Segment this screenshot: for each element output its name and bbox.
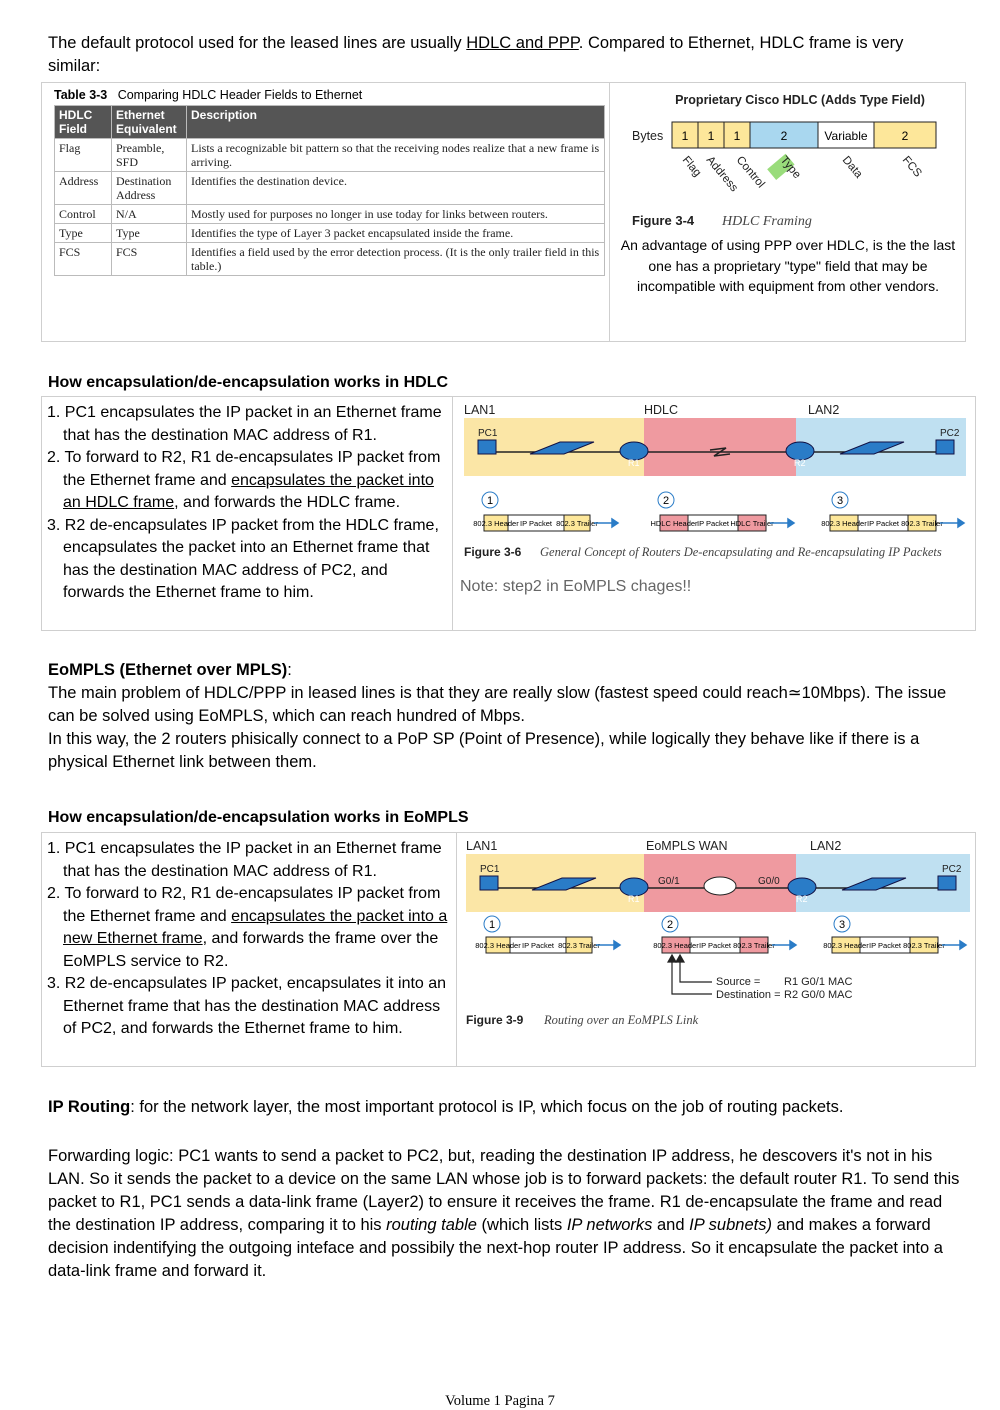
- frames: [473, 515, 943, 531]
- fig36-caption: General Concept of Routers De-encapsulating and Re-encapsulating IP Packets: [540, 545, 942, 559]
- forwarding-logic-paragraph: Forwarding logic: PC1 wants to send a packet to PC2, but, reading the destination IP address, he descovers it's not in his LAN. So it sends the packet to a device on the same LAN whose job is to forward packets: the default router R1. To send this packet to R1, PC1 sends a data-link frame (Layer2) to ensure it receives the frame. R1 de-encapsulate the frame and read the destination IP address, comparing it to his routing table (which lists IP networks and IP subnets) and makes a forward decision indentifying the outgoing inteface and possibily the next-hop router IP address. So it encapsulate the packet into a data-link frame and forward it.: [48, 1147, 960, 1280]
- svg-text:Source =: Source =: [716, 976, 761, 988]
- hdlc-note: Note: step2 in EoMPLS chages!!: [460, 578, 692, 595]
- hdlc-field-boxes: [672, 122, 936, 148]
- ppp-note: An advantage of using PPP over HDLC, is the the last one has a proprietary "type" field that may be incompatible with equipment from other vendors.: [620, 237, 956, 294]
- th-description: Description: [187, 106, 605, 139]
- svg-text:LAN2: LAN2: [810, 839, 842, 853]
- svg-text:3: 3: [836, 495, 844, 507]
- svg-text:PC2: PC2: [942, 864, 962, 875]
- svg-text:IP Packet: IP Packet: [867, 519, 899, 528]
- eompls-step-1: 1. PC1 encapsulates the IP packet in an Ethernet frame that has the destination MAC address of R1.: [47, 840, 442, 880]
- svg-text:R2: R2: [794, 458, 806, 468]
- svg-text:802.3 Trailer: 802.3 Trailer: [733, 941, 775, 950]
- table-row: Flag Preamble, SFD Lists a recognizable bit pattern so that the receiving nodes realize that a new frame is arriving.: [55, 139, 605, 172]
- intro-paragraph: The default protocol used for the leased lines are usually HDLC and PPP. Compared to Ethernet, HDLC frame is very similar:: [48, 34, 904, 75]
- svg-text:802.3 Header: 802.3 Header: [475, 941, 521, 950]
- hdlc-fig-label: Figure 3-4: [632, 213, 695, 228]
- svg-text:2: 2: [780, 129, 788, 143]
- eompls-step-3: 3. R2 de-encapsulates IP packet, encapsulates it into an Ethernet frame that has the destination MAC address of PC2, and forwards the Ethernet frame to him.: [47, 975, 447, 1037]
- label-type: Type: [777, 154, 803, 182]
- svg-text:1: 1: [733, 129, 741, 143]
- hdlc-wan-zone: [644, 418, 796, 476]
- svg-text:HDLC Header: HDLC Header: [650, 519, 698, 528]
- hdlc-fig-title: Proprietary Cisco HDLC (Adds Type Field): [675, 93, 925, 107]
- svg-text:HDLC Trailer: HDLC Trailer: [730, 519, 774, 528]
- table-row: Control N/A Mostly used for purposes no longer in use today for links between routers.: [55, 205, 605, 224]
- mac-pointer-lines: [668, 955, 712, 994]
- th-hdlc-field: HDLC Field: [55, 106, 112, 139]
- label-address: Address: [703, 154, 741, 195]
- eompls-step-2: 2. To forward to R2, R1 de-encapsulates IP packet from the Ethernet frame and encapsulates the packet into a new Ethernet frame, and forwards the frame over the EoMPLS service to R2.: [47, 885, 448, 970]
- svg-text:IP Packet: IP Packet: [520, 519, 552, 528]
- table-row: Type Type Identifies the type of Layer 3 packet encapsulated inside the frame.: [55, 224, 605, 243]
- svg-text:Variable: Variable: [824, 129, 868, 143]
- page-footer: Volume 1 Pagina 7: [445, 1393, 555, 1409]
- svg-text:G0/1: G0/1: [658, 876, 680, 887]
- svg-text:1: 1: [486, 495, 494, 507]
- svg-text:HDLC: HDLC: [644, 403, 679, 417]
- svg-text:Figure 3-9: Figure 3-9: [466, 1013, 524, 1027]
- pc2-icon: [936, 440, 954, 454]
- hdlc-framing-figure: [612, 84, 964, 234]
- svg-text:EoMPLS WAN: EoMPLS WAN: [646, 839, 728, 853]
- hdlc-step-1: 1. PC1 encapsulates the IP packet in an Ethernet frame that has the destination MAC address of R1.: [47, 404, 442, 444]
- svg-text:802.3 Header: 802.3 Header: [823, 941, 869, 950]
- label-fcs: FCS: [899, 154, 924, 180]
- table-row: Address Destination Address Identifies the destination device.: [55, 172, 605, 205]
- eompls-steps: [47, 838, 453, 1041]
- hdlc-step-3: 3. R2 de-encapsulates IP packet from the HDLC frame, encapsulates the packet into an Ethernet frame that has the destination MAC address of PC2, and forwards the Ethernet frame to him.: [47, 516, 439, 601]
- svg-text:IP Packet: IP Packet: [697, 519, 729, 528]
- pc1-icon: [478, 440, 496, 454]
- hdlc-steps: [47, 402, 449, 605]
- hdlc-network-figure: [460, 400, 970, 578]
- pc2-icon: [938, 876, 956, 890]
- svg-text:R2 G0/0 MAC: R2 G0/0 MAC: [784, 989, 853, 1001]
- th-ethernet: Ethernet Equivalent: [112, 106, 187, 139]
- label-data: Data: [839, 154, 865, 181]
- svg-text:R1 G0/1 MAC: R1 G0/1 MAC: [784, 976, 853, 988]
- svg-text:IP Packet: IP Packet: [522, 941, 554, 950]
- step-markers: [482, 492, 848, 508]
- svg-text:G0/0: G0/0: [758, 876, 780, 887]
- svg-text:1: 1: [488, 919, 496, 931]
- cloud-icon: [704, 877, 736, 895]
- svg-text:Routing over an EoMPLS Link: Routing over an EoMPLS Link: [544, 1013, 699, 1027]
- hdlc-fig-caption: HDLC Framing: [722, 214, 812, 229]
- svg-text:802.3 Header: 802.3 Header: [821, 519, 867, 528]
- svg-text:2: 2: [666, 919, 674, 931]
- eompls-network-figure: [462, 836, 972, 1036]
- svg-text:R1: R1: [628, 894, 640, 904]
- hdlc-section-heading: How encapsulation/de-encapsulation works in HDLC: [48, 374, 449, 391]
- svg-text:802.3 Trailer: 802.3 Trailer: [901, 519, 943, 528]
- pc1-icon: [480, 876, 498, 890]
- svg-text:IP Packet: IP Packet: [869, 941, 901, 950]
- eompls-section-heading: How encapsulation/de-encapsulation works in EoMPLS: [48, 809, 469, 826]
- svg-text:802.3 Trailer: 802.3 Trailer: [556, 519, 598, 528]
- hdlc-ppp-underline: HDLC and PPP: [466, 34, 579, 52]
- svg-text:2: 2: [901, 129, 909, 143]
- svg-text:LAN2: LAN2: [808, 403, 840, 417]
- bytes-label: Bytes: [632, 129, 664, 143]
- label-control: Control: [733, 154, 767, 191]
- table-caption: Table 3-3 Comparing HDLC Header Fields to Ethernet: [54, 88, 363, 102]
- svg-text:R1: R1: [628, 458, 640, 468]
- svg-text:LAN1: LAN1: [466, 839, 498, 853]
- svg-text:LAN1: LAN1: [464, 403, 496, 417]
- svg-text:IP Packet: IP Packet: [699, 941, 731, 950]
- hdlc-ethernet-table: [54, 105, 605, 276]
- svg-text:802.3 Header: 802.3 Header: [473, 519, 519, 528]
- svg-text:R2: R2: [796, 894, 808, 904]
- svg-text:802.3 Header: 802.3 Header: [653, 941, 699, 950]
- ip-routing-paragraph: IP Routing: for the network layer, the most important protocol is IP, which focus on the job of routing packets.: [48, 1098, 844, 1116]
- svg-text:2: 2: [662, 495, 670, 507]
- eompls-paragraph: EoMPLS (Ethernet over MPLS): The main problem of HDLC/PPP in leased lines is that they are really slow (fastest speed could reach≃10Mbps). The issue can be solved using EoMPLS, which can reach hundred of Mbps. In this way, the 2 routers phisically connect to a PoP SP (Point of Presence), while logically they behave like if there is a physical Ethernet link between them.: [48, 661, 947, 771]
- svg-text:1: 1: [681, 129, 689, 143]
- svg-text:PC1: PC1: [480, 864, 500, 875]
- table-row: FCS FCS Identifies a field used by the error detection process. (It is the only trailer field in this table.): [55, 243, 605, 276]
- label-flag: Flag: [679, 154, 704, 180]
- hdlc-step-2: 2. To forward to R2, R1 de-encapsulates IP packet from the Ethernet frame and encapsulates the packet into an HDLC frame, and forwards the HDLC frame.: [47, 449, 441, 511]
- svg-text:PC2: PC2: [940, 428, 960, 439]
- svg-text:802.3 Trailer: 802.3 Trailer: [903, 941, 945, 950]
- fig36-label: Figure 3-6: [464, 545, 522, 559]
- eompls-heading: EoMPLS (Ethernet over MPLS): [48, 661, 288, 679]
- svg-text:1: 1: [707, 129, 715, 143]
- svg-text:PC1: PC1: [478, 428, 498, 439]
- svg-text:3: 3: [838, 919, 846, 931]
- svg-text:Destination =: Destination =: [716, 989, 781, 1001]
- svg-text:802.3 Trailer: 802.3 Trailer: [558, 941, 600, 950]
